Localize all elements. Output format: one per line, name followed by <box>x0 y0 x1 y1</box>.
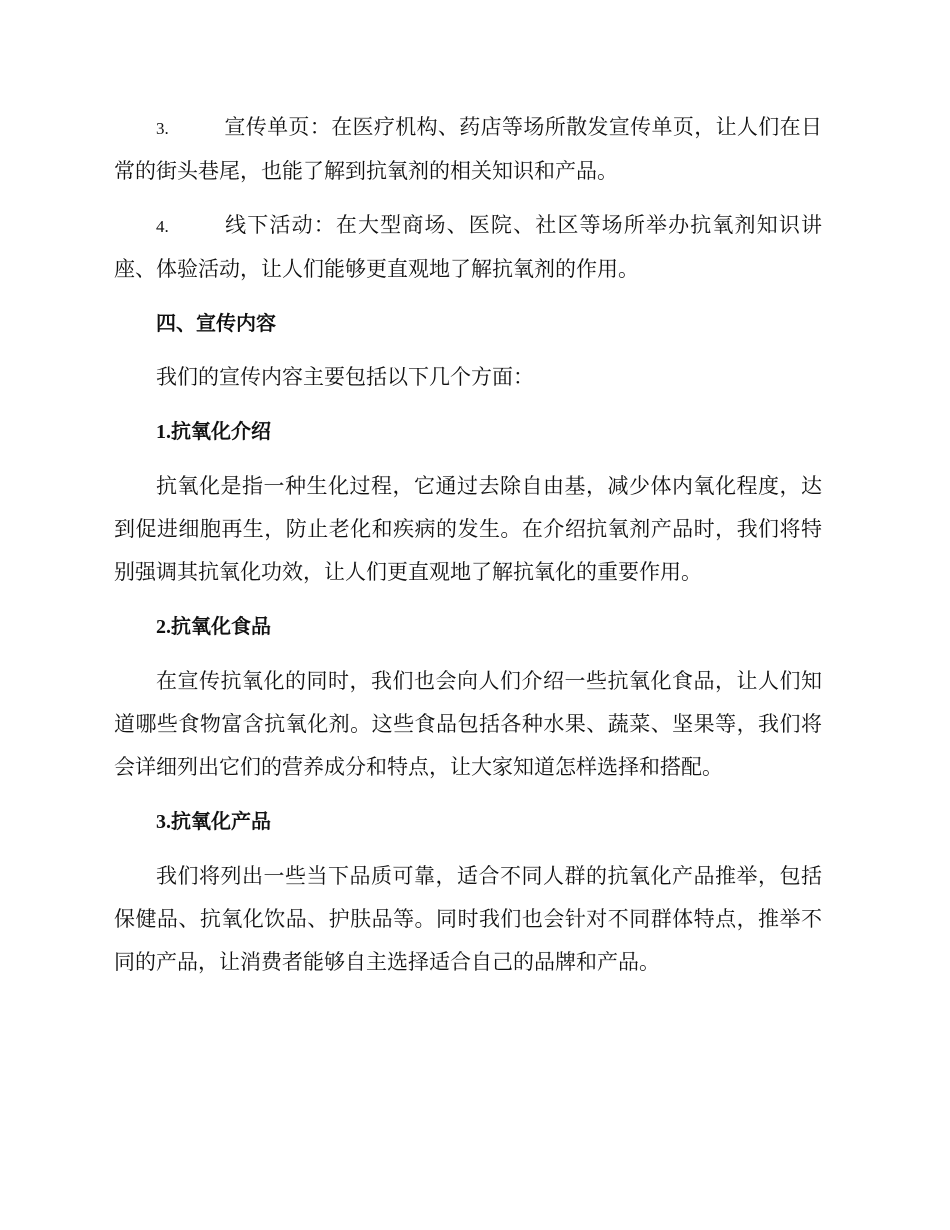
subsection-heading-1 <box>114 410 822 454</box>
subsection-number: 3. <box>156 811 171 833</box>
list-item-3 <box>114 106 822 193</box>
subsection-number: 1. <box>156 421 171 443</box>
list-number: 3. <box>156 119 169 138</box>
list-text: 线下活动：在大型商场、医院、社区等场所举办抗氧剂知识讲座、体验活动，让人们能够更直观地了解抗氧剂的作用。 <box>114 213 822 281</box>
subsection-title: 抗氧化食品 <box>171 614 271 638</box>
list-number: 4. <box>156 217 169 236</box>
section-heading: 四、宣传内容 <box>156 311 276 335</box>
subsection-number: 2. <box>156 616 171 638</box>
subsection-title: 抗氧化产品 <box>171 809 271 833</box>
subsection-body-2: 在宣传抗氧化的同时，我们也会向人们介绍一些抗氧化食品，让人们知道哪些食物富含抗氧化剂。这些食品包括各种水果、蔬菜、坚果等，我们将会详细列出它们的营养成分和特点，让大家知道怎样选择和搭配。 <box>114 669 822 779</box>
subsection-body-1: 抗氧化是指一种生化过程，它通过去除自由基，减少体内氧化程度，达到促进细胞再生，防止老化和疾病的发生。在介绍抗氧剂产品时，我们将特别强调其抗氧化功效，让人们更直观地了解抗氧化的重要作用。 <box>114 474 822 584</box>
subsection-body-3: 我们将列出一些当下品质可靠，适合不同人群的抗氧化产品推举，包括保健品、抗氧化饮品、护肤品等。同时我们也会针对不同群体特点，推举不同的产品，让消费者能够自主选择适合自己的品牌和产品。 <box>114 864 822 974</box>
list-item-4 <box>114 204 822 291</box>
section-intro: 我们的宣传内容主要包括以下几个方面： <box>156 365 534 389</box>
list-text: 宣传单页：在医疗机构、药店等场所散发宣传单页，让人们在日常的街头巷尾，也能了解到抗氧剂的相关知识和产品。 <box>114 115 822 183</box>
subsection-title: 抗氧化介绍 <box>171 419 271 443</box>
subsection-heading-3 <box>114 800 822 844</box>
subsection-heading-2 <box>114 605 822 649</box>
